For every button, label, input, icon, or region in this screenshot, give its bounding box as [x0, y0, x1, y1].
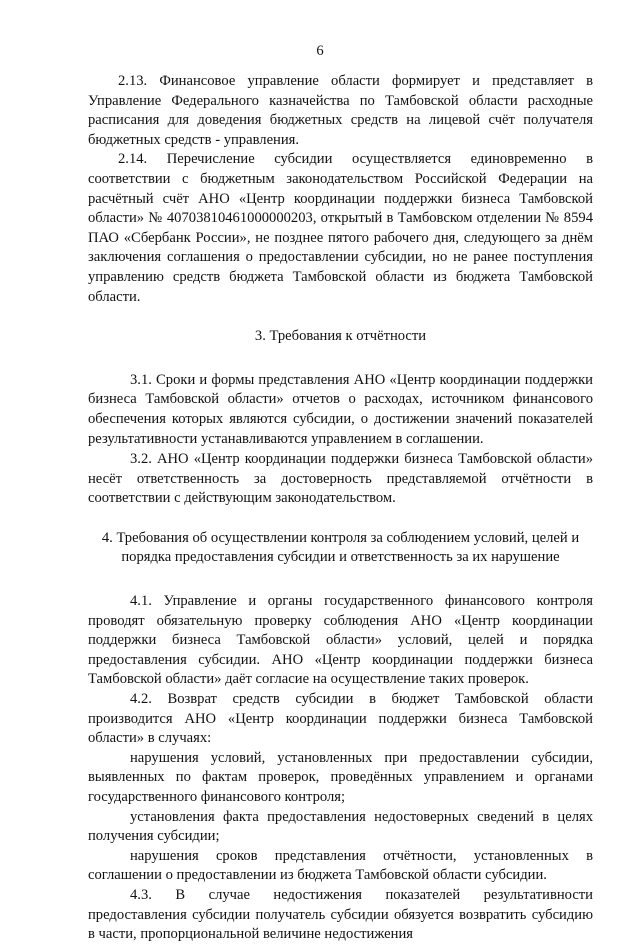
paragraph-2-14: 2.14. Перечисление субсидии осуществляется единовременно в соответствии с бюджетным законодательством Российской Федерации на расчётный счёт АНО «Центр координации поддержки бизнеса Тамбовской области» № 40703810461000000203, открытый в Тамбовском отделении № 8594 ПАО «Сбербанк России», не позднее пятого рабочего дня, следующего за днём заключения соглашения о предоставлении субсидии, но не ранее поступления управлению средств бюджета Тамбовской области из бюджета Тамбовской области. — [88, 151, 593, 305]
section-4-heading — [88, 529, 593, 568]
page-number: 6 — [316, 43, 324, 59]
paragraph-3-1: 3.1. Сроки и формы представления АНО «Центр координации поддержки бизнеса Тамбовской области» отчетов о расходах, источником финансового обеспечения которых являются субсидии, о достижении значений показателей результативности устанавливаются управлением в соглашении. — [88, 371, 593, 447]
paragraph-3-2: 3.2. АНО «Центр координации поддержки бизнеса Тамбовской области» несёт ответственность за достоверность представляемой отчётности в соответствии с действующим законодательством. — [88, 451, 593, 507]
paragraph-4-1: 4.1. Управление и органы государственного финансового контроля проводят обязательную проверку соблюдения АНО «Центр координации поддержки бизнеса Тамбовской области» условий, целей и порядка предоставления субсидии. АНО «Центр координации поддержки бизнеса Тамбовской области» даёт согласие на осуществление таких проверок. — [88, 593, 593, 688]
document-body — [88, 72, 593, 945]
paragraph-4-3: 4.3. В случае недостижения показателей результативности предоставления субсидии получатель субсидии обязуется возвратить субсидию в части, пропорциональной величине недостижения — [88, 886, 593, 943]
section-4-heading-line-1: 4. Требования об осуществлении контроля за соблюдением условий, целей и — [101, 529, 580, 546]
section-3-heading: 3. Требования к отчётности — [254, 328, 427, 345]
list-item-false-information: установления факта предоставления недостоверных сведений в целях получения субсидии; — [88, 808, 593, 845]
list-item-violation-conditions: нарушения условий, установленных при предоставлении субсидии, выявленных по фактам проверок, проведённых управлением и органами государственного финансового контроля; — [88, 749, 593, 805]
paragraph-4-2: 4.2. Возврат средств субсидии в бюджет Тамбовской области производится АНО «Центр координации поддержки бизнеса Тамбовской области» в случаях: — [88, 691, 593, 747]
section-4-heading-line-2: порядка предоставления субсидии и ответственность за их нарушение — [121, 549, 560, 566]
list-item-reporting-deadlines: нарушения сроков представления отчётности, установленных в соглашении о предоставлении из бюджета Тамбовской области субсидии. — [88, 847, 593, 884]
paragraph-2-13: 2.13. Финансовое управление области формирует и представляет в Управление Федерального казначейства по Тамбовской области расходные расписания для доведения бюджетных средств на лицевой счёт получателя бюджетных средств - управления. — [88, 73, 593, 148]
